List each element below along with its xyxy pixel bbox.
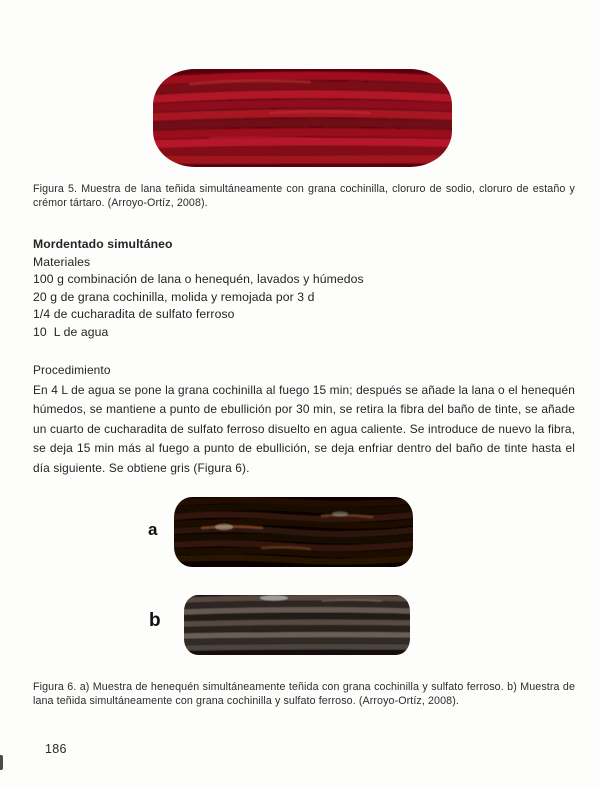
- material-item: 100 g combinación de lana o henequén, lavados y húmedos: [33, 272, 364, 286]
- figure6b-label: b: [149, 610, 161, 631]
- figure6b-gray-wool-image: [182, 592, 412, 658]
- red-yarn-graphic: [150, 64, 455, 172]
- figure6-caption: Figura 6. a) Muestra de henequén simultáneamente teñida con grana cochinilla y sulfato ferroso. b) Muestra de lana teñida simultáneamente con grana cochinilla y sulfato ferroso. (Arroyo-Ortíz, 2008).: [33, 681, 575, 707]
- figure5-caption: Figura 5. Muestra de lana teñida simultáneamente con grana cochinilla, cloruro de sodio, cloruro de estaño y crémor tártaro. (Arroyo-Ortíz, 2008).: [33, 183, 575, 209]
- materials-label: Materiales: [33, 254, 91, 269]
- figure6a-label: a: [148, 520, 158, 539]
- scan-edge-artifact: [0, 755, 3, 770]
- henequen-yarn-graphic: [172, 494, 415, 570]
- procedure-paragraph: En 4 L de agua se pone la grana cochinilla al fuego 15 min; después se añade la lana o el henequén húmedos, se mantiene a punto de ebullición por 30 min, se retira la fibra del baño de tinte, se añade un cuarto de cucharadita de sulfato ferroso disuelto en agua caliente. Se introduce de nuevo la fibra, se deja 15 min más al fuego a punto de ebullición, se deja enfriar dentro del baño de tinte hasta el día siguiente. Se obtiene gris (Figura 6).: [33, 382, 575, 475]
- gray-wool-graphic: [182, 592, 412, 658]
- section-heading: Mordentado simultáneo: [33, 237, 173, 251]
- material-item: 1/4 de cucharadita de sulfato ferroso: [33, 307, 235, 321]
- figure5-red-yarn-image: [150, 64, 455, 172]
- page-number: 186: [45, 742, 67, 756]
- procedure-block: [33, 361, 575, 479]
- materials-block: [33, 236, 575, 341]
- material-item: 20 g de grana cochinilla, molida y remojada por 3 d: [33, 289, 315, 304]
- procedure-label: Procedimiento: [33, 363, 111, 377]
- figure6a-henequen-yarn-image: [172, 494, 415, 570]
- material-item: 10 L de agua: [33, 324, 109, 339]
